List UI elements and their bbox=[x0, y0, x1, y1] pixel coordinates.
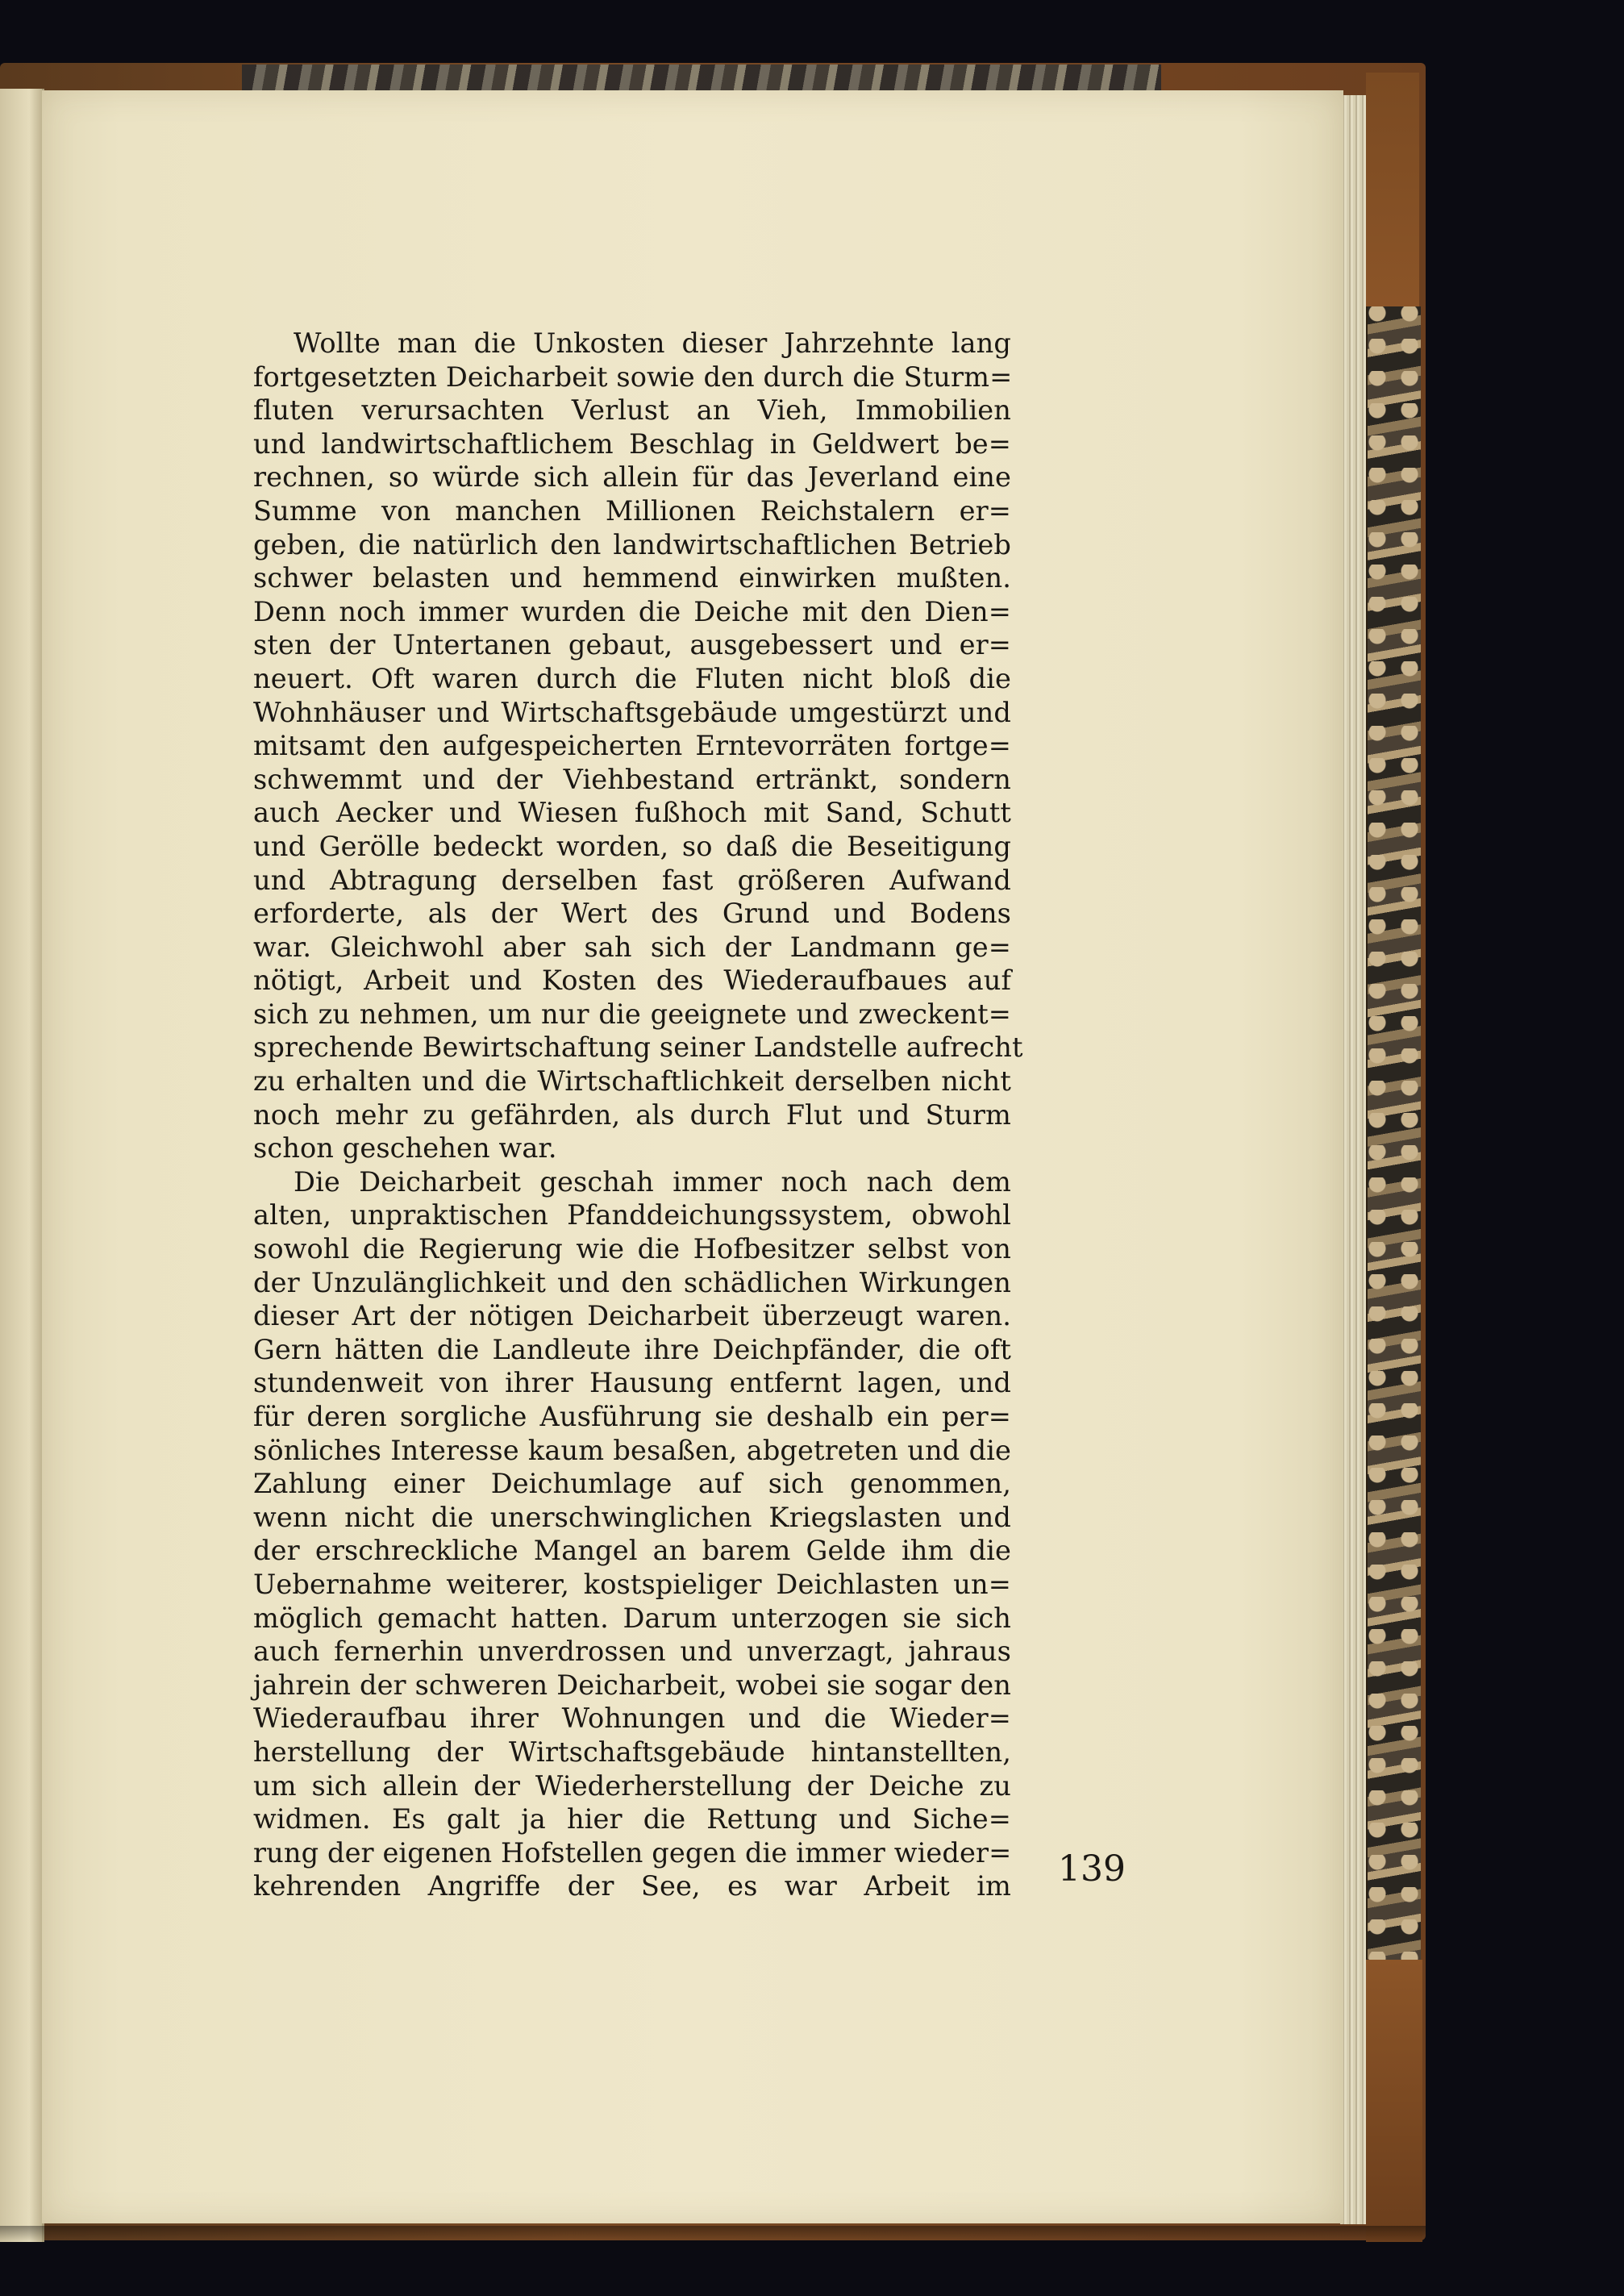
text-line: sten der Untertanen gebaut, ausgebessert und er= bbox=[253, 629, 1011, 661]
text-line: und landwirtschaftlichem Beschlag in Geldwert be= bbox=[253, 427, 1011, 460]
text-line: widmen. Es galt ja hier die Rettung und Siche= bbox=[253, 1803, 1011, 1836]
text-line: schwemmt und der Viehbestand ertränkt, sondern bbox=[253, 763, 1011, 795]
text-line: rung der eigenen Hofstellen gegen die immer wieder= bbox=[253, 1836, 1012, 1869]
text-line: dieser Art der nötigen Deicharbeit überzeugt waren. bbox=[253, 1300, 1011, 1332]
text-line: sich zu nehmen, um nur die geeignete und zweckent= bbox=[253, 998, 1011, 1030]
body-text bbox=[253, 327, 1023, 1903]
text-line: schon geschehen war. bbox=[253, 1132, 557, 1165]
cover-leather-corner-top bbox=[1366, 73, 1419, 315]
text-line: alten, unpraktischen Pfanddeichungssystem, obwohl bbox=[253, 1199, 1011, 1231]
text-line: jahrein der schweren Deicharbeit, wobei sie sogar den bbox=[253, 1669, 1011, 1701]
text-line: Zahlung einer Deichumlage auf sich genommen, bbox=[253, 1468, 1011, 1500]
text-line: auch fernerhin unverdrossen und unverzagt, jahraus bbox=[253, 1636, 1011, 1668]
cover-marbled-edge-right bbox=[1366, 306, 1421, 1968]
text-line: stundenweit von ihrer Hausung entfernt lagen, und bbox=[253, 1367, 1011, 1399]
text-line: sprechende Bewirtschaftung seiner Landstelle aufrecht bbox=[253, 1031, 1023, 1064]
text-line: Wohnhäuser und Wirtschaftsgebäude umgestürzt und bbox=[253, 696, 1011, 728]
text-line: um sich allein der Wiederherstellung der Deiche zu bbox=[253, 1769, 1011, 1802]
text-line: neuert. Oft waren durch die Fluten nicht bloß die bbox=[253, 662, 1011, 694]
text-line: herstellung der Wirtschaftsgebäude hintanstellten, bbox=[253, 1736, 1011, 1768]
text-line: mitsamt den aufgespeicherten Erntevorräten fortge= bbox=[253, 730, 1011, 762]
text-line: geben, die natürlich den landwirtschaftlichen Betrieb bbox=[253, 528, 1011, 560]
cover-leather-corner-bottom bbox=[1366, 1960, 1422, 2242]
text-line: sönliches Interesse kaum besaßen, abgetreten und die bbox=[253, 1434, 1011, 1466]
page-stack-edges bbox=[1340, 95, 1366, 2224]
text-line: Die Deicharbeit geschah immer noch nach dem bbox=[294, 1165, 1011, 1198]
text-line: schwer belasten und hemmend einwirken mußten. bbox=[253, 562, 1011, 594]
text-line: sowohl die Regierung wie die Hofbesitzer selbst von bbox=[253, 1233, 1011, 1265]
text-line: rechnen, so würde sich allein für das Jeverland eine bbox=[253, 461, 1011, 494]
text-line: für deren sorgliche Ausführung sie deshalb ein per= bbox=[253, 1401, 1011, 1432]
previous-page-edge bbox=[0, 89, 44, 2242]
text-line: Uebernahme weiterer, kostspieliger Deichlasten un= bbox=[253, 1568, 1011, 1600]
text-line: Summe von manchen Millionen Reichstalern er= bbox=[253, 494, 1011, 527]
text-line: der erschreckliche Mangel an barem Gelde ihm die bbox=[253, 1535, 1011, 1567]
bottom-shadow bbox=[0, 2226, 1426, 2242]
text-line: Denn noch immer wurden die Deiche mit den Dien= bbox=[253, 595, 1011, 627]
text-line: und Gerölle bedeckt worden, so daß die Beseitigung bbox=[253, 830, 1011, 862]
text-line: der Unzulänglichkeit und den schädlichen Wirkungen bbox=[253, 1266, 1011, 1298]
text-line: wenn nicht die unerschwinglichen Kriegslasten und bbox=[253, 1501, 1011, 1533]
page-number: 139 bbox=[1058, 1848, 1126, 1890]
text-line: fluten verursachten Verlust an Vieh, Immobilien bbox=[253, 394, 1011, 427]
text-line: Wiederaufbau ihrer Wohnungen und die Wieder= bbox=[253, 1702, 1011, 1735]
text-line: war. Gleichwohl aber sah sich der Landmann ge= bbox=[253, 931, 1011, 963]
text-line: Gern hätten die Landleute ihre Deichpfänder, die oft bbox=[253, 1333, 1011, 1365]
text-line: Wollte man die Unkosten dieser Jahrzehnte lang bbox=[294, 327, 1011, 359]
text-line: noch mehr zu gefährden, als durch Flut und Sturm bbox=[253, 1098, 1011, 1131]
text-line: fortgesetzten Deicharbeit sowie den durch die Sturm= bbox=[253, 360, 1013, 393]
text-line: möglich gemacht hatten. Darum unterzogen sie sich bbox=[253, 1602, 1011, 1634]
text-line: nötigt, Arbeit und Kosten des Wiederaufbaues auf bbox=[253, 965, 1011, 997]
text-line: und Abtragung derselben fast größeren Aufwand bbox=[253, 864, 1011, 896]
text-line: auch Aecker und Wiesen fußhoch mit Sand, Schutt bbox=[253, 797, 1011, 829]
text-line: zu erhalten und die Wirtschaftlichkeit derselben nicht bbox=[253, 1065, 1011, 1098]
text-line: kehrenden Angriffe der See, es war Arbeit im bbox=[253, 1870, 1011, 1902]
text-line: erforderte, als der Wert des Grund und Bodens bbox=[253, 898, 1011, 930]
